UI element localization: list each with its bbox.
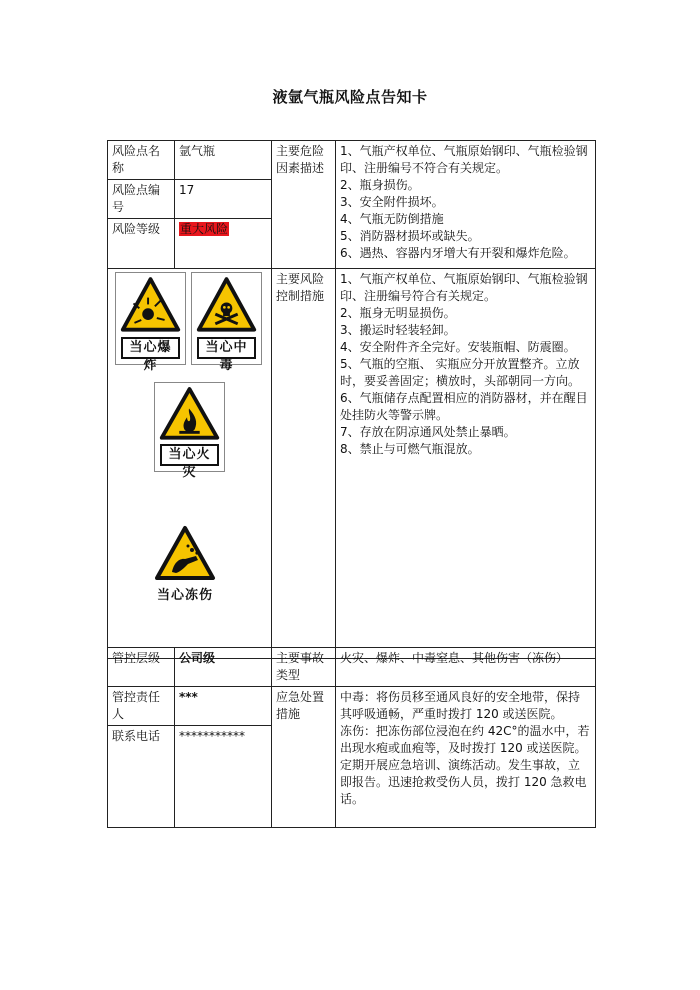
hazards-label: 主要危险因素描述 bbox=[272, 141, 336, 269]
point-name-value: 氩气瓶 bbox=[175, 141, 272, 180]
accident-types-value: 火灾、爆炸、中毒窒息、其他伤害（冻伤） bbox=[336, 648, 596, 687]
sign-caption: 当心冻伤 bbox=[157, 587, 213, 609]
controls-label: 主要风险控制措施 bbox=[272, 269, 336, 659]
sign-caption: 当心爆炸 bbox=[121, 337, 180, 359]
phone-value: *********** bbox=[175, 726, 272, 828]
management-table bbox=[107, 647, 596, 828]
management-level-label: 管控层级 bbox=[108, 648, 175, 687]
control-item: 7、存放在阴凉通风处禁止暴晒。 bbox=[340, 425, 516, 439]
sign-poison bbox=[191, 272, 262, 373]
hazard-item: 5、消防器材损坏或缺失。 bbox=[340, 229, 480, 243]
control-item: 3、搬运时轻装轻卸。 bbox=[340, 323, 456, 337]
risk-level-badge: 重大风险 bbox=[180, 222, 229, 236]
sign-explosion bbox=[115, 272, 186, 373]
phone-label: 联系电话 bbox=[108, 726, 175, 828]
control-item: 4、安全附件齐全完好。安装瓶帽、防震圈。 bbox=[340, 340, 576, 354]
control-item: 6、气瓶储存点配置相应的消防器材，并在醒目处挂防火等警示牌。 bbox=[340, 391, 588, 422]
responsible-person-label: 管控责任人 bbox=[108, 687, 175, 726]
sign-caption: 当心火灾 bbox=[160, 444, 219, 466]
risk-info-table bbox=[107, 140, 596, 659]
warning-signs-cell bbox=[108, 269, 272, 659]
hazard-item: 4、气瓶无防倒措施 bbox=[340, 212, 444, 226]
hazard-item: 3、安全附件损坏。 bbox=[340, 195, 444, 209]
hazard-item: 6、遇热、容器内牙增大有开裂和爆炸危险。 bbox=[340, 246, 576, 260]
point-no-label: 风险点编号 bbox=[108, 180, 175, 219]
emergency-item: 冻伤：把冻伤部位浸泡在约 42C°的温水中，若出现水疱或血疱等，及时拨打 120 或送医院。 bbox=[340, 724, 590, 755]
sign-fire bbox=[154, 382, 225, 480]
controls-list bbox=[336, 269, 596, 659]
accident-types-label: 主要事故类型 bbox=[272, 648, 336, 687]
sign-caption: 当心中毒 bbox=[197, 337, 256, 359]
emergency-measures bbox=[336, 687, 596, 828]
responsible-person-value: *** bbox=[175, 687, 272, 726]
control-item: 2、瓶身无明显损伤。 bbox=[340, 306, 456, 320]
page-title: 液氩气瓶风险点告知卡 bbox=[272, 88, 428, 106]
sign-frostbite bbox=[152, 516, 218, 614]
hazard-item: 2、瓶身损伤。 bbox=[340, 178, 420, 192]
risk-level-label: 风险等级 bbox=[108, 219, 175, 269]
point-no-value: 17 bbox=[175, 180, 272, 219]
emergency-label: 应急处置措施 bbox=[272, 687, 336, 828]
hazards-list bbox=[336, 141, 596, 269]
emergency-item: 中毒：将伤员移至通风良好的安全地带，保持其呼吸通畅，严重时拨打 120 或送医院。 bbox=[340, 690, 581, 721]
hazard-item: 1、气瓶产权单位、气瓶原始钢印、气瓶检验钢印、注册编号不符合有关规定。 bbox=[340, 144, 588, 175]
emergency-item: 定期开展应急培训、演练活动。发生事故，立即报告。迅速抢救受伤人员，拨打 120 急救电话。 bbox=[340, 758, 587, 806]
control-item: 8、禁止与可燃气瓶混放。 bbox=[340, 442, 480, 456]
control-item: 1、气瓶产权单位、气瓶原始钢印、气瓶检验钢印、注册编号符合有关规定。 bbox=[340, 272, 588, 303]
point-name-label: 风险点名称 bbox=[108, 141, 175, 180]
management-level-value: 公司级 bbox=[175, 648, 272, 687]
control-item: 5、气瓶的空瓶、 实瓶应分开放置整齐。立放时，要妥善固定；横放时，头部朝同一方向。 bbox=[340, 357, 581, 388]
